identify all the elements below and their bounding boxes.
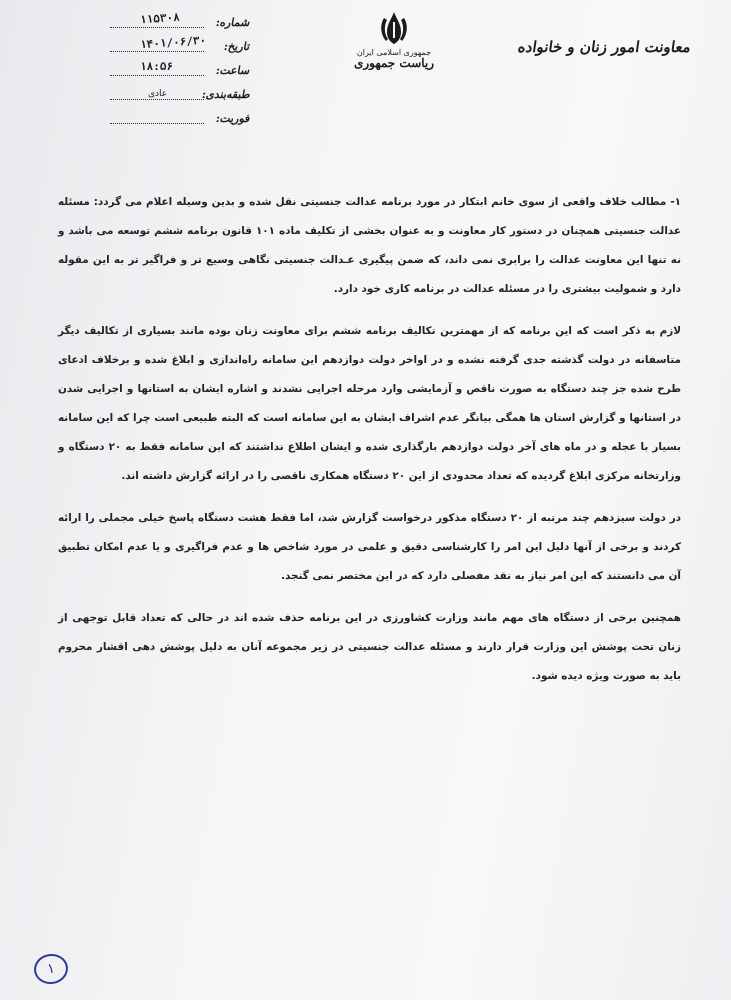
page-number: ۱ bbox=[32, 952, 70, 986]
paragraph-4: همچنین برخی از دستگاه های مهم مانند وزارت کشاورزی در این برنامه حذف شده اند در حالی که تعداد قابل توجهی از زنان تحت پوشش این وزارت قرار دارند و مسئله عدالت جنسیتی در زیر مجموعه آنان به دلیل پوشش دهی اقشار محروم باید به صورت ویژه دیده شود. bbox=[58, 612, 681, 682]
meta-number-value: ۱۱۵۳۰۸ bbox=[139, 10, 181, 27]
meta-classification-line bbox=[110, 99, 204, 100]
emblem-office-text: ریاست جمهوری bbox=[353, 56, 435, 70]
meta-classification-label: طبقه‌بندی: bbox=[200, 88, 252, 101]
meta-number-label: شماره: bbox=[214, 16, 252, 29]
paragraph-1: ۱- مطالب خلاف واقعی از سوی خانم ابتکار در مورد برنامه عدالت جنسیتی نقل شده و بدین وسیله اعلام می گردد: مسئله عدالت جنسیتی همچنان در دستور کار معاونت و به عنوان بخشی از تکلیف ماده ۱۰۱ قانون برنامه ششم توسعه می باشد و نه تنها این معاونت عدالت را برابری نمی داند، که ضمن پیگیری عـدالت جنسیتی نگاهی وسیع تر و فراگیر تر به این مقوله دارد و شمولیت بیشتری را در مسئله عدالت در برنامه کاری خود دارد. bbox=[58, 196, 681, 295]
meta-date-line bbox=[110, 51, 204, 52]
meta-time-label: ساعت: bbox=[214, 64, 252, 77]
meta-urgency bbox=[110, 108, 250, 132]
iran-emblem-icon bbox=[377, 10, 411, 46]
letter-metadata bbox=[110, 12, 250, 132]
meta-time bbox=[110, 60, 250, 84]
meta-time-value: ۱۸:۵۶ bbox=[140, 60, 174, 73]
paragraph-3: در دولت سیزدهم چند مرتبه از ۲۰ دستگاه مذکور درخواست گزارش شد، اما فقط هشت دستگاه پاسخ خیلی مجملی را ارائه کردند و برخی از آنها دلیل این امر را کارشناسی دقیق و علمی در مورد شاخص ها و عدم فراگیری و یا عدم امکان تطبیق آن می دانستند که این امر نیاز به نقد مفصلی دارد که در این مختصر نمی گنجد. bbox=[58, 512, 682, 582]
meta-classification bbox=[110, 84, 250, 108]
meta-number bbox=[110, 12, 250, 36]
meta-date-label: تاریخ: bbox=[222, 40, 252, 53]
meta-urgency-line bbox=[110, 123, 204, 124]
meta-number-line bbox=[110, 27, 204, 28]
meta-date bbox=[110, 33, 252, 60]
meta-classification-value: عادی bbox=[148, 89, 168, 99]
emblem bbox=[352, 10, 436, 90]
meta-date-value: ۱۴۰۱/۰۶/۳۰ bbox=[139, 33, 207, 52]
department-title: معاونت امور زنان و خانواده bbox=[516, 38, 693, 56]
meta-time-line bbox=[110, 75, 204, 76]
paragraph-2: لازم به ذکر است که این برنامه که از مهمترین تکالیف برنامه ششم برای معاونت زنان بوده مانند بسیاری از تکالیف دیگر متاسفانه در دولت گذشته جدی گرفته نشده و در اواخر دولت دوازدهم این سامانه راه‌اندازی و ابلاغ شده و برخلاف ادعای طرح شده جز چند دستگاه به صورت ناقص و آزمایشی وارد مرحله اجرایی نشدند و اشاره ایشان به استانها و اجرایی شدن در استانها و گزارش استان ها همگی بیانگر عدم اشراف ایشان به این سامانه است که البته طبیعی است چرا که این سامانه بسیار با عجله و در ماه های آخر دولت دوازدهم بارگذاری شده و ایشان اطلاع نداشتند که این سامانه فقط به ۲۰ دستگاه و وزارتخانه مرکزی ابلاغ گردیده که تعداد محدودی از این ۲۰ دستگاه همکاری ناقصی را در ارائه گزارش داشته اند. bbox=[58, 325, 681, 482]
emblem-country-text: جمهوری اسلامی ایران bbox=[356, 48, 432, 57]
letter-body bbox=[58, 188, 681, 704]
meta-urgency-label: فوریت: bbox=[214, 112, 252, 125]
